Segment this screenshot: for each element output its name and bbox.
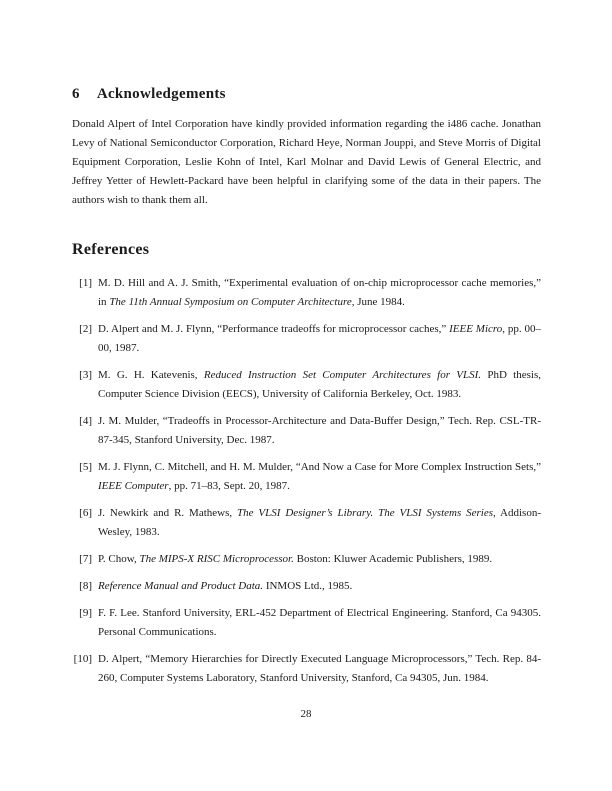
reference-label: [6] xyxy=(79,507,92,519)
reference-text: Reference Manual and Product Data. INMOS Ltd., 1985. xyxy=(98,580,353,592)
reference-label: [10] xyxy=(73,653,92,665)
reference-item xyxy=(72,504,541,542)
reference-item xyxy=(72,458,541,496)
reference-item xyxy=(72,650,541,688)
page-number: 28 xyxy=(300,708,312,720)
reference-label: [3] xyxy=(79,369,92,381)
reference-item xyxy=(72,320,541,358)
references-heading: References xyxy=(72,241,150,258)
reference-label: [2] xyxy=(79,323,92,335)
reference-item xyxy=(72,577,541,596)
reference-text: P. Chow, The MIPS-X RISC Microprocessor. Boston: Kluwer Academic Publishers, 1989. xyxy=(98,553,493,565)
reference-text: M. J. Flynn, C. Mitchell, and H. M. Mulder, “And Now a Case for More Complex Instruction Sets,” IEEE Computer, pp. 71–83, Sept. 20, 1987. xyxy=(98,461,541,492)
acknowledgements-heading xyxy=(72,86,541,103)
reference-label: [9] xyxy=(79,607,92,619)
reference-text: M. G. H. Katevenis, Reduced Instruction Set Computer Architectures for VLSI. PhD thesis, Computer Science Division (EECS), University of California Berkeley, Oct. 1983. xyxy=(98,369,541,400)
section-title: Acknowledgements xyxy=(96,86,226,102)
page-content xyxy=(72,86,541,696)
reference-text: D. Alpert and M. J. Flynn, “Performance tradeoffs for microprocessor caches,” IEEE Micro, pp. 00–00, 1987. xyxy=(98,323,542,354)
reference-text: J. M. Mulder, “Tradeoffs in Processor-Architecture and Data-Buffer Design,” Tech. Rep. CSL-TR-87-345, Stanford University, Dec. 1987. xyxy=(98,415,541,446)
reference-label: [4] xyxy=(79,415,92,427)
reference-label: [1] xyxy=(79,277,92,289)
references-list xyxy=(72,274,541,688)
reference-label: [5] xyxy=(79,461,92,473)
acknowledgements-paragraph: Donald Alpert of Intel Corporation have kindly provided information regarding the i486 cache. Jonathan Levy of National Semiconductor Corporation, Richard Heye, Norman Jouppi, and Steve Morris of Digital Equipment Corporation, Leslie Kohn of Intel, Karl Molnar and David Lewis of General Electric, and Jeffrey Yetter of Hewlett-Packard have been helpful in clarifying some of the data in their papers. The authors wish to thank them all. xyxy=(72,118,541,206)
reference-item xyxy=(72,604,541,642)
reference-text: F. F. Lee. Stanford University, ERL-452 Department of Electrical Engineering. Stanford, Ca 94305. Personal Communications. xyxy=(98,607,541,638)
reference-text: J. Newkirk and R. Mathews, The VLSI Designer’s Library. The VLSI Systems Series, Addison-Wesley, 1983. xyxy=(98,507,541,538)
reference-item xyxy=(72,412,541,450)
section-number: 6 xyxy=(72,86,80,102)
reference-item xyxy=(72,550,541,569)
reference-item xyxy=(72,366,541,404)
reference-text: M. D. Hill and A. J. Smith, “Experimental evaluation of on-chip microprocessor cache memories,” in The 11th Annual Symposium on Computer Architecture, June 1984. xyxy=(98,277,541,308)
reference-text: D. Alpert, “Memory Hierarchies for Directly Executed Language Microprocessors,” Tech. Rep. 84-260, Computer Systems Laboratory, Stanford University, Stanford, Ca 94305, Jun. 1984. xyxy=(98,653,541,684)
reference-item xyxy=(72,274,541,312)
reference-label: [8] xyxy=(79,580,92,592)
reference-label: [7] xyxy=(79,553,92,565)
